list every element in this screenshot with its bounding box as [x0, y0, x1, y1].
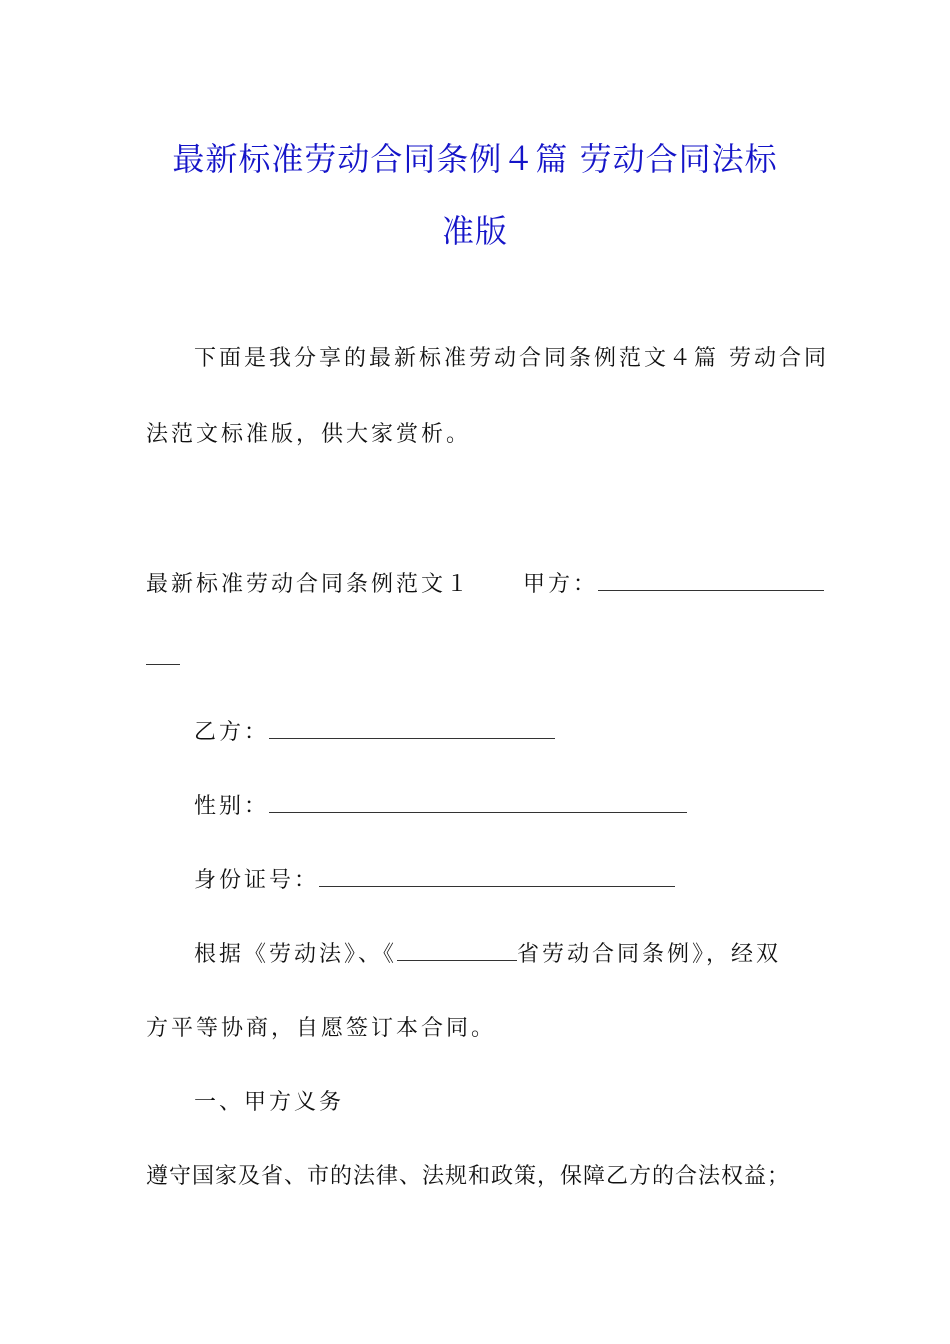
party-a-blank-continuation [146, 642, 180, 674]
contract-heading: 最新标准劳动合同条例范文１ [146, 572, 472, 597]
id-number-row [194, 864, 675, 896]
intro-line-2: 法范文标准版，供大家赏析。 [146, 422, 472, 447]
basis-line-1 [194, 938, 781, 970]
province-blank [397, 938, 517, 961]
id-number-label: 身份证号： [194, 868, 320, 893]
party-a-label: 甲方： [523, 572, 599, 597]
party-a-blank [598, 568, 824, 591]
contract-heading-row [146, 568, 824, 600]
basis-text-part-1: 根据《劳动法》、《 [194, 942, 398, 967]
id-number-blank [319, 864, 675, 887]
section-1-heading: 一、甲方义务 [194, 1090, 345, 1115]
basis-line-2: 方平等协商，自愿签订本合同。 [146, 1016, 497, 1041]
document-title-line-1: 最新标准劳动合同条例４篇 劳动合同法标 [172, 140, 778, 178]
party-a-blank-end [146, 642, 180, 665]
intro-line-1: 下面是我分享的最新标准劳动合同条例范文４篇 劳动合同 [194, 346, 829, 371]
section-1-item-1: 遵守国家及省、市的法律、法规和政策，保障乙方的合法权益； [146, 1164, 791, 1189]
party-b-label: 乙方： [194, 720, 270, 745]
basis-text-part-2: 省劳动合同条例》，经双 [517, 942, 782, 967]
gender-label: 性别： [194, 794, 270, 819]
gender-row [194, 790, 687, 822]
document-title-line-2: 准版 [441, 212, 508, 250]
party-b-blank [269, 716, 555, 739]
gender-blank [269, 790, 687, 813]
party-b-row [194, 716, 555, 748]
